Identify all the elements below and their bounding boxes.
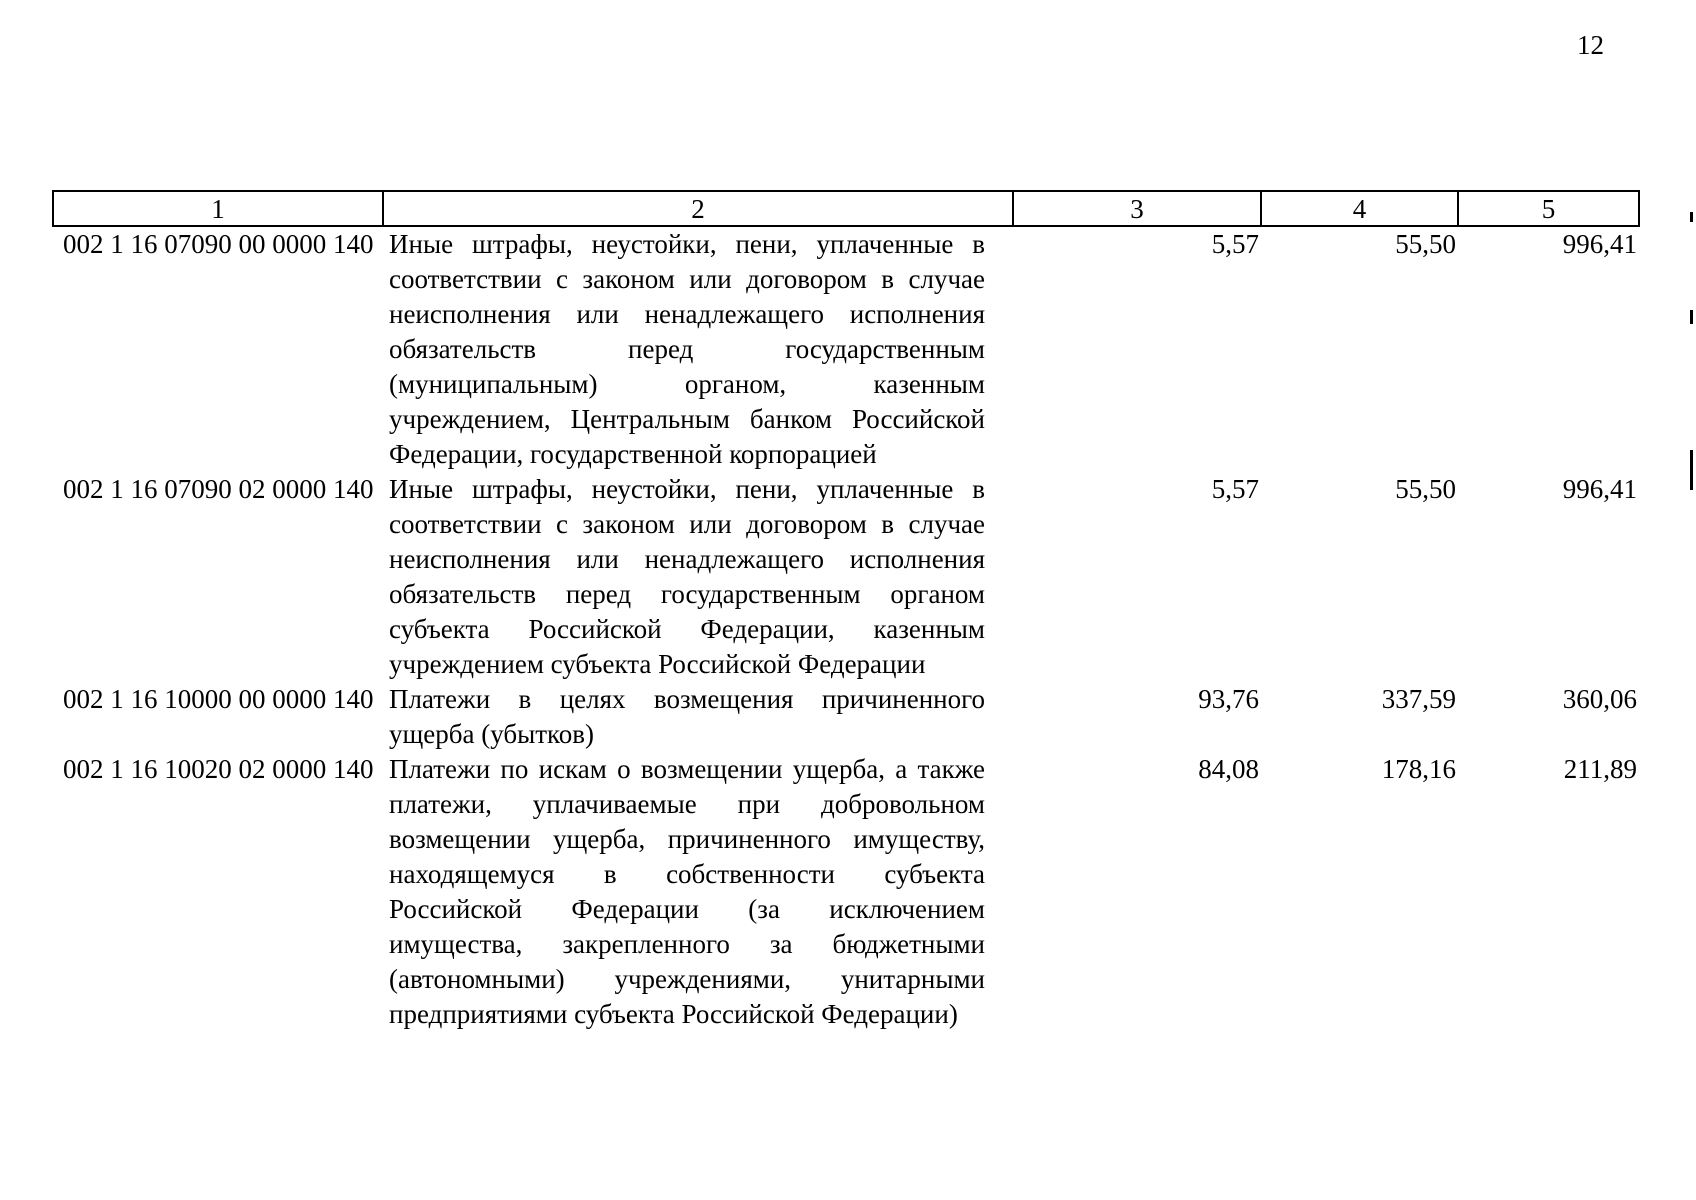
- table-row: [53, 226, 1639, 472]
- column-header-5: 5: [1458, 191, 1639, 226]
- description-cell: Иные штрафы, неустойки, пени, уплаченные в соответствии с законом или договором в случае неисполнения или ненадлежащего исполнения обязательств перед государственным (муниципальным) органом, казенным учреждением, Центральным банком Российской Федерации, государственной корпорацией: [389, 229, 985, 469]
- value-col4-cell: 55,50: [1395, 474, 1456, 504]
- table-header: [53, 191, 1639, 226]
- value-col4-cell: 178,16: [1381, 754, 1456, 784]
- header-row: [53, 191, 1639, 226]
- value-col3-cell: 84,08: [1198, 754, 1259, 784]
- value-col3-cell: 5,57: [1211, 229, 1259, 259]
- description-cell: Платежи в целях возмещения причиненного ущерба (убытков): [389, 684, 985, 749]
- table-body: [53, 226, 1639, 1032]
- table-row: [53, 682, 1639, 752]
- value-col5-cell: 996,41: [1562, 474, 1637, 504]
- value-col4-cell: 55,50: [1395, 229, 1456, 259]
- value-col5-cell: 360,06: [1562, 684, 1637, 714]
- budget-code-cell: 002 1 16 07090 02 0000 140: [63, 474, 374, 504]
- column-header-3: 3: [1013, 191, 1261, 226]
- column-header-1: 1: [53, 191, 383, 226]
- value-col3-cell: 93,76: [1198, 684, 1259, 714]
- value-col3-cell: 5,57: [1211, 474, 1259, 504]
- budget-code-cell: 002 1 16 07090 00 0000 140: [63, 229, 374, 259]
- budget-code-cell: 002 1 16 10020 02 0000 140: [63, 754, 374, 784]
- column-header-4: 4: [1261, 191, 1458, 226]
- table-row: [53, 472, 1639, 682]
- value-col4-cell: 337,59: [1381, 684, 1456, 714]
- value-col5-cell: 996,41: [1562, 229, 1637, 259]
- value-col5-cell: 211,89: [1563, 754, 1637, 784]
- table-row: [53, 752, 1639, 1032]
- budget-table: [52, 190, 1640, 1032]
- description-cell: Иные штрафы, неустойки, пени, уплаченные в соответствии с законом или договором в случае неисполнения или ненадлежащего исполнения обязательств перед государственным органом субъекта Российской Федерации, казенным учреждением субъекта Российской Федерации: [389, 474, 985, 679]
- page-number: 12: [1577, 30, 1604, 60]
- scan-edge-marks: [1690, 200, 1694, 500]
- column-header-2: 2: [383, 191, 1013, 226]
- description-cell: Платежи по искам о возмещении ущерба, а также платежи, уплачиваемые при добровольном возмещении ущерба, причиненного имуществу, находящемуся в собственности субъекта Российской Федерации (за исключением имущества, закрепленного за бюджетными (автономными) учреждениями, унитарными предприятиями субъекта Российской Федерации): [389, 754, 985, 1029]
- budget-code-cell: 002 1 16 10000 00 0000 140: [63, 684, 374, 714]
